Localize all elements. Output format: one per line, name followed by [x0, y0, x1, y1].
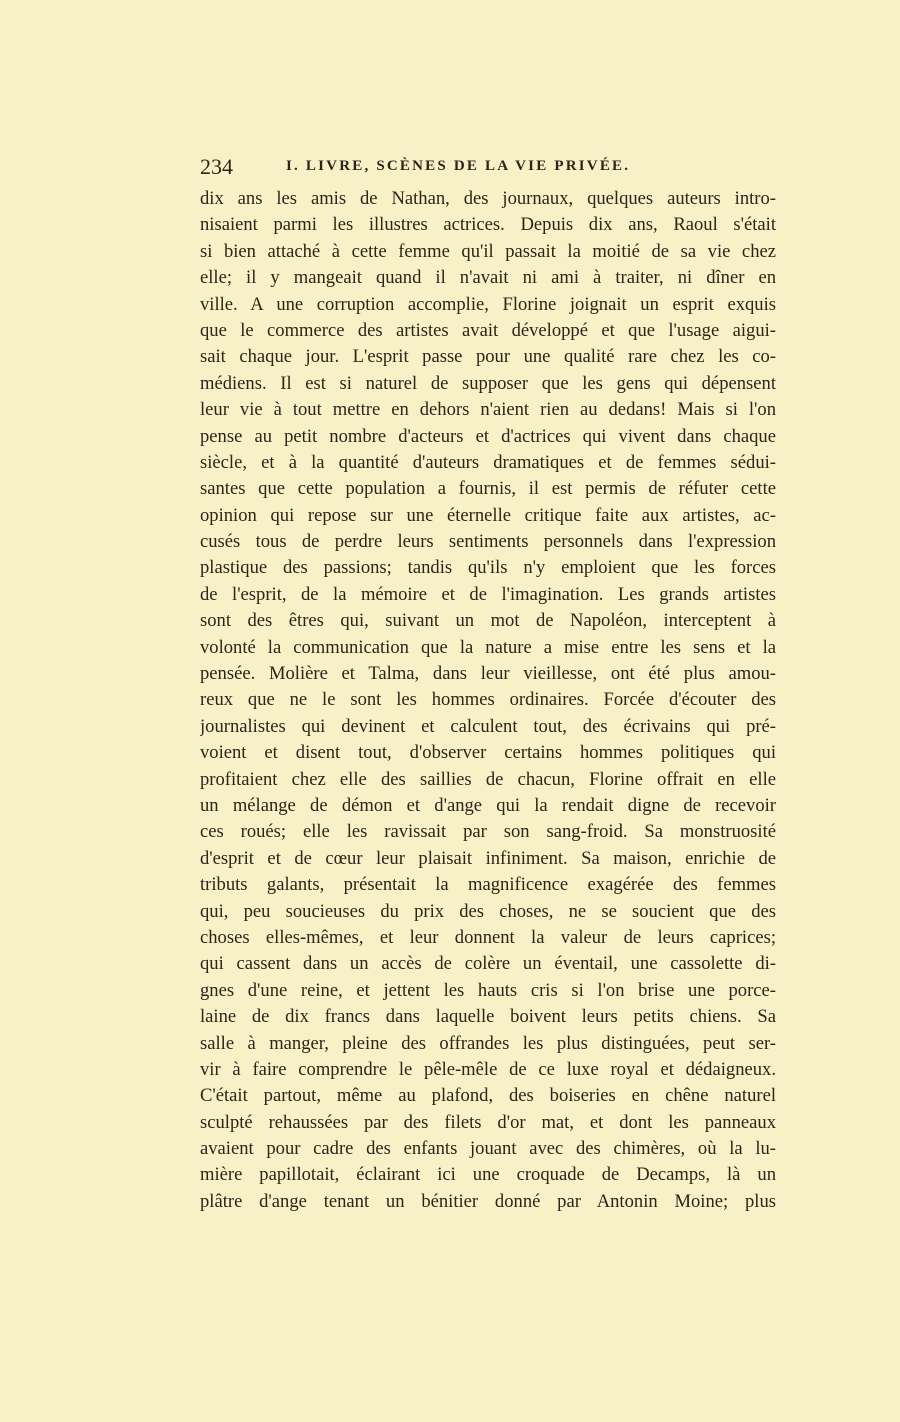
text-line: journalistes qui devinent et calculent tout, des écrivains qui pré-	[200, 715, 776, 737]
text-line: leur vie à tout mettre en dehors n'aient rien au dedans! Mais si l'on	[200, 399, 776, 421]
text-line: dix ans les amis de Nathan, des journaux, quelques auteurs intro-	[200, 188, 776, 209]
body-text	[200, 186, 776, 1215]
text-line: pense au petit nombre d'acteurs et d'actrices qui vivent dans chaque	[200, 425, 776, 447]
text-line: si bien attaché à cette femme qu'il passait la moitié de sa vie chez	[200, 240, 776, 262]
text-line: santes que cette population a fournis, il est permis de réfuter cette	[200, 478, 776, 500]
text-line: laine de dix francs dans laquelle boivent leurs petits chiens. Sa	[200, 1006, 776, 1028]
text-line: de l'esprit, de la mémoire et de l'imagination. Les grands artistes	[200, 583, 776, 605]
page-header	[200, 154, 776, 180]
text-line: vir à faire comprendre le pêle-mêle de ce luxe royal et dédaigneux.	[200, 1058, 776, 1080]
text-line: sont des êtres qui, suivant un mot de Napoléon, interceptent à	[200, 610, 776, 632]
running-title: I. LIVRE, SCÈNES DE LA VIE PRIVÉE.	[286, 158, 631, 174]
text-line: C'était partout, même au plafond, des boiseries en chêne naturel	[200, 1085, 776, 1107]
text-line: mière papillotait, éclairant ici une croquade de Decamps, là un	[200, 1164, 776, 1186]
text-line: siècle, et à la quantité d'auteurs dramatiques et de femmes sédui-	[200, 451, 776, 473]
text-line: sait chaque jour. L'esprit passe pour une qualité rare chez les co-	[200, 346, 776, 368]
text-line: opinion qui repose sur une éternelle critique faite aux artistes, ac-	[200, 504, 776, 526]
text-line: voient et disent tout, d'observer certains hommes politiques qui	[200, 742, 776, 764]
page-number: 234	[200, 154, 233, 179]
text-line: gnes d'une reine, et jettent les hauts cris si l'on brise une porce-	[200, 979, 776, 1001]
text-line: qui, peu soucieuses du prix des choses, ne se soucient que des	[200, 900, 776, 922]
text-line: pensée. Molière et Talma, dans leur vieillesse, ont été plus amou-	[200, 663, 776, 685]
text-line: cusés tous de perdre leurs sentiments personnels dans l'expression	[200, 531, 776, 553]
text-line: sculpté rehaussées par des filets d'or mat, et dont les panneaux	[200, 1111, 776, 1133]
text-line: volonté la communication que la nature a mise entre les sens et la	[200, 636, 776, 658]
text-line: plastique des passions; tandis qu'ils n'y emploient que les forces	[200, 557, 776, 579]
text-line: elle; il y mangeait quand il n'avait ni ami à traiter, ni dîner en	[200, 267, 776, 289]
text-line: avaient pour cadre des enfants jouant avec des chimères, où la lu-	[200, 1138, 776, 1160]
text-line: un mélange de démon et d'ange qui la rendait digne de recevoir	[200, 794, 776, 816]
text-line: choses elles-mêmes, et leur donnent la valeur de leurs caprices;	[200, 926, 776, 948]
text-line: salle à manger, pleine des offrandes les plus distinguées, peut ser-	[200, 1032, 776, 1054]
text-line: profitaient chez elle des saillies de chacun, Florine offrait en elle	[200, 768, 776, 790]
text-line: ville. A une corruption accomplie, Florine joignait un esprit exquis	[200, 293, 776, 315]
text-line: que le commerce des artistes avait développé et que l'usage aigui-	[200, 319, 776, 341]
text-line: reux que ne le sont les hommes ordinaires. Forcée d'écouter des	[200, 689, 776, 711]
text-line: médiens. Il est si naturel de supposer que les gens qui dépensent	[200, 372, 776, 394]
text-line: ces roués; elle les ravissait par son sang-froid. Sa monstruosité	[200, 821, 776, 843]
text-line: qui cassent dans un accès de colère un éventail, une cassolette di-	[200, 953, 776, 975]
text-line: d'esprit et de cœur leur plaisait infiniment. Sa maison, enrichie de	[200, 847, 776, 869]
text-line: nisaient parmi les illustres actrices. Depuis dix ans, Raoul s'était	[200, 214, 776, 236]
text-line: tributs galants, présentait la magnificence exagérée des femmes	[200, 874, 776, 896]
text-line: plâtre d'ange tenant un bénitier donné par Antonin Moine; plus	[200, 1190, 776, 1212]
